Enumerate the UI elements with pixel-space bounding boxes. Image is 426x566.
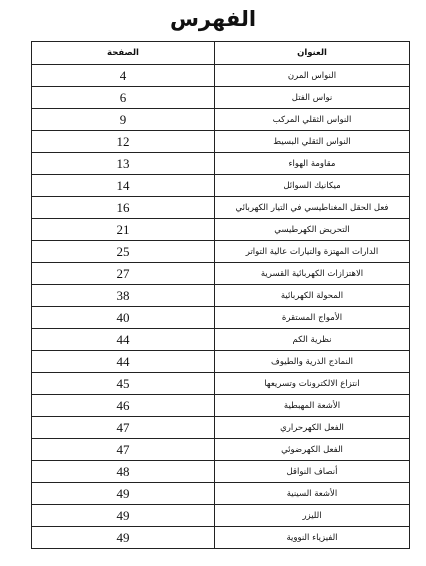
toc-row [32, 329, 410, 351]
page-number: 12 [32, 131, 215, 153]
page-number: 6 [32, 87, 215, 109]
header-title: العنوان [215, 42, 410, 65]
toc-header-row [32, 42, 410, 65]
page-number: 25 [32, 241, 215, 263]
toc-row [32, 153, 410, 175]
page-number: 14 [32, 175, 215, 197]
toc-row [32, 351, 410, 373]
toc-row [32, 505, 410, 527]
page-number: 49 [32, 505, 215, 527]
page-number: 44 [32, 329, 215, 351]
toc-body [32, 65, 410, 549]
toc-row [32, 175, 410, 197]
section-title: الأشعة المهبطية [215, 395, 410, 417]
page-number: 27 [32, 263, 215, 285]
page-number: 16 [32, 197, 215, 219]
toc-row [32, 263, 410, 285]
section-title: أنصاف النواقل [215, 461, 410, 483]
section-title: نظرية الكم [215, 329, 410, 351]
toc-row [32, 241, 410, 263]
page-number: 47 [32, 417, 215, 439]
section-title: فعل الحقل المغناطيسي في التيار الكهربائي [215, 197, 410, 219]
page-number: 21 [32, 219, 215, 241]
section-title: الاهتزازات الكهربائية القسرية [215, 263, 410, 285]
section-title: الفعل الكهرضوئي [215, 439, 410, 461]
section-title: الدارات المهتزة والتيارات عالية التواتر [215, 241, 410, 263]
section-title: انتزاع الالكترونات وتسريعها [215, 373, 410, 395]
toc-table [31, 41, 410, 549]
toc-row [32, 87, 410, 109]
toc-row [32, 439, 410, 461]
toc-row [32, 417, 410, 439]
section-title: النواس الثقلي البسيط [215, 131, 410, 153]
toc-row [32, 285, 410, 307]
section-title: الأمواج المستقرة [215, 307, 410, 329]
page-number: 44 [32, 351, 215, 373]
toc-row [32, 307, 410, 329]
toc-row [32, 131, 410, 153]
section-title: نواس الفتل [215, 87, 410, 109]
section-title: الفعل الكهرحراري [215, 417, 410, 439]
toc-row [32, 395, 410, 417]
section-title: المحولة الكهربائية [215, 285, 410, 307]
page-number: 48 [32, 461, 215, 483]
toc-row [32, 109, 410, 131]
section-title: التحريض الكهرطيسي [215, 219, 410, 241]
header-page: الصفحة [32, 42, 215, 65]
section-title: النواس المرن [215, 65, 410, 87]
section-title: الليزر [215, 505, 410, 527]
section-title: الفيزياء النووية [215, 527, 410, 549]
page-title: الفهرس [169, 7, 257, 31]
page-number: 40 [32, 307, 215, 329]
section-title: النواس الثقلي المركب [215, 109, 410, 131]
page-number: 38 [32, 285, 215, 307]
toc-row [32, 197, 410, 219]
toc-row [32, 373, 410, 395]
section-title: ميكانيك السوائل [215, 175, 410, 197]
page-number: 46 [32, 395, 215, 417]
section-title: النماذج الذرية والطيوف [215, 351, 410, 373]
page-number: 4 [32, 65, 215, 87]
toc-row [32, 65, 410, 87]
page-number: 13 [32, 153, 215, 175]
toc-row [32, 527, 410, 549]
toc-row [32, 483, 410, 505]
toc-row [32, 461, 410, 483]
toc-row [32, 219, 410, 241]
page-number: 49 [32, 483, 215, 505]
page-number: 9 [32, 109, 215, 131]
page-number: 49 [32, 527, 215, 549]
section-title: مقاومة الهواء [215, 153, 410, 175]
page-number: 45 [32, 373, 215, 395]
page-number: 47 [32, 439, 215, 461]
section-title: الأشعة السينية [215, 483, 410, 505]
